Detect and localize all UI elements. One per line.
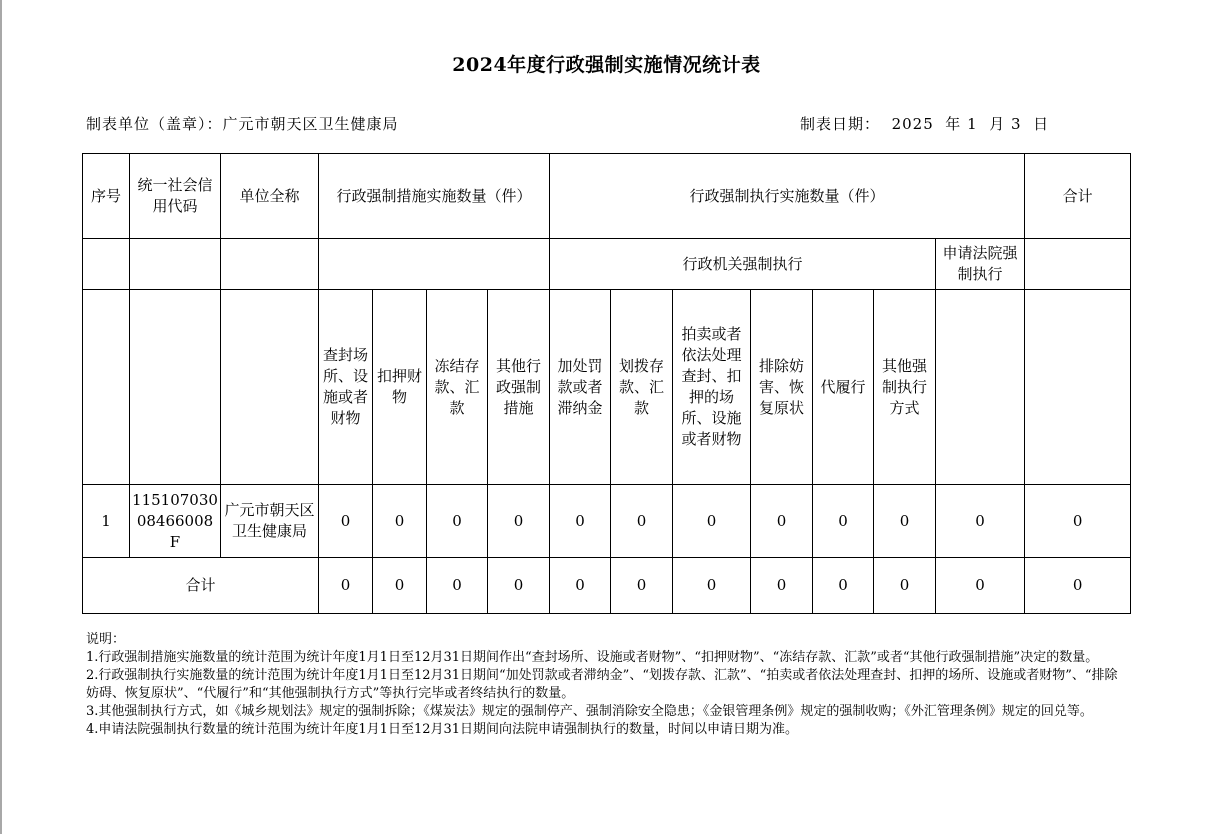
page-left-border [0,0,2,834]
total-value: 0 [874,558,936,614]
header-row-3 [83,290,1131,485]
empty-cell [83,239,130,290]
unit-line: 制表单位（盖章）：广元市朝天区卫生健康局 [86,115,399,133]
header-seq: 序号 [83,154,130,239]
notes-section [86,631,1126,739]
total-value: 0 [936,558,1025,614]
date-year: 2025 [891,115,934,133]
date-line [800,113,1049,134]
total-value: 0 [1025,558,1131,614]
date-day: 3 [1010,115,1022,133]
note-item-3: 3.其他强制执行方式，如《城乡规划法》规定的强制拆除；《煤炭法》规定的强制停产、强制消除安全隐患；《金银管理条例》规定的强制收购；《外汇管理条例》规定的回兑等。 [86,704,1093,719]
header-exec-other: 其他强制执行方式 [874,290,936,485]
row-code: 11510703008466008F [130,485,221,558]
header-exec-fine: 加处罚款或者滞纳金 [550,290,611,485]
empty-cell [221,290,319,485]
row-value: 0 [319,485,373,558]
note-item-2: 2.行政强制执行实施数量的统计范围为统计年度1月1日至12月31日期间“加处罚款或者滞纳金”、“划拨存款、汇款”、“拍卖或者依法处理查封、扣押的场所、设施或者财物”、“排除妨碍、恢复原状”、“代履行”和“其他强制执行方式”等执行完毕或者终结执行的数量。 [86,668,1118,701]
header-measure-freeze: 冻结存款、汇款 [427,290,488,485]
empty-cell [83,290,130,485]
row-value: 0 [427,485,488,558]
empty-cell [936,290,1025,485]
statistics-table [82,153,1131,614]
row-value: 0 [611,485,673,558]
empty-cell [1025,290,1131,485]
date-day-unit: 日 [1033,115,1050,133]
row-name: 广元市朝天区卫生健康局 [221,485,319,558]
header-code: 统一社会信用代码 [130,154,221,239]
total-value: 0 [488,558,550,614]
page-title: 2024年度行政强制实施情况统计表 [452,54,761,76]
empty-cell [1025,239,1131,290]
header-name: 单位全称 [221,154,319,239]
row-value: 0 [1025,485,1131,558]
row-seq: 1 [83,485,130,558]
header-row-2 [83,239,1131,290]
header-admin-exec: 行政机关强制执行 [550,239,936,290]
row-value: 0 [488,485,550,558]
header-measures-group: 行政强制措施实施数量（件） [319,154,550,239]
total-value: 0 [427,558,488,614]
total-value: 0 [373,558,427,614]
header-exec-substitute: 代履行 [813,290,874,485]
date-label: 制表日期： [800,115,881,133]
row-value: 0 [874,485,936,558]
empty-cell [221,239,319,290]
row-value: 0 [550,485,611,558]
total-row [83,558,1131,614]
header-measure-other: 其他行政强制措施 [488,290,550,485]
total-value: 0 [673,558,751,614]
header-measure-seal: 查封场所、设施或者财物 [319,290,373,485]
header-exec-auction: 拍卖或者依法处理查封、扣押的场所、设施或者财物 [673,290,751,485]
total-value: 0 [611,558,673,614]
header-measure-seize: 扣押财物 [373,290,427,485]
total-value: 0 [319,558,373,614]
header-exec-group: 行政强制执行实施数量（件） [550,154,1025,239]
note-item-1: 1.行政强制措施实施数量的统计范围为统计年度1月1日至12月31日期间作出“查封场所、设施或者财物”、“扣押财物”、“冻结存款、汇款”或者“其他行政强制措施”决定的数量。 [86,650,1099,665]
row-value: 0 [936,485,1025,558]
header-row-1 [83,154,1131,239]
row-value: 0 [751,485,813,558]
date-month: 1 [967,115,978,133]
empty-cell [130,239,221,290]
row-value: 0 [373,485,427,558]
note-item-4: 4.申请法院强制执行数量的统计范围为统计年度1月1日至12月31日期间向法院申请强制执行的数量，时间以申请日期为准。 [86,722,799,737]
table-row [83,485,1131,558]
header-exec-remove: 排除妨害、恢复原状 [751,290,813,485]
total-value: 0 [751,558,813,614]
notes-heading: 说明： [86,632,126,647]
empty-cell [319,239,550,290]
date-month-unit: 月 [989,115,1006,133]
total-label: 合计 [83,558,319,614]
row-value: 0 [673,485,751,558]
total-value: 0 [813,558,874,614]
header-court-exec: 申请法院强制执行 [936,239,1025,290]
date-year-unit: 年 [945,115,962,133]
header-total: 合计 [1025,154,1131,239]
row-value: 0 [813,485,874,558]
total-value: 0 [550,558,611,614]
header-exec-transfer: 划拨存款、汇款 [611,290,673,485]
empty-cell [130,290,221,485]
